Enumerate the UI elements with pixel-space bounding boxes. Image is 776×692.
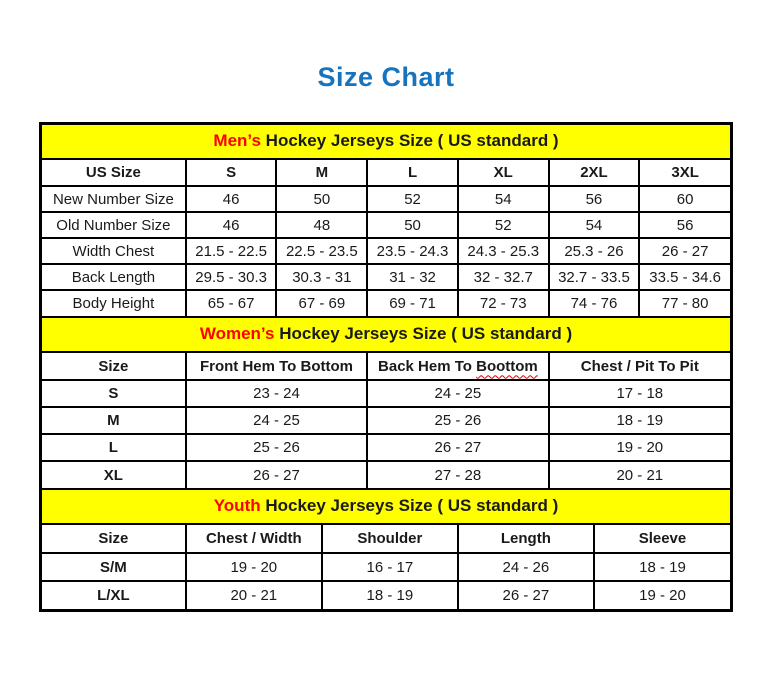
size-value: 29.5 - 30.3 bbox=[186, 264, 277, 290]
youth-header-row bbox=[42, 525, 730, 553]
size-value: 56 bbox=[549, 186, 640, 212]
column-header: L bbox=[367, 160, 458, 186]
size-value: 16 - 17 bbox=[322, 553, 458, 581]
table-row bbox=[42, 407, 730, 434]
column-header: Length bbox=[458, 525, 594, 553]
size-value: 32 - 32.7 bbox=[458, 264, 549, 290]
table-row bbox=[42, 212, 730, 238]
table-row bbox=[42, 290, 730, 316]
size-value: 50 bbox=[276, 186, 367, 212]
size-value: 32.7 - 33.5 bbox=[549, 264, 640, 290]
column-header: 3XL bbox=[639, 160, 730, 186]
column-header: US Size bbox=[42, 160, 186, 186]
size-value: 60 bbox=[639, 186, 730, 212]
size-value: 46 bbox=[186, 186, 277, 212]
size-value: 23.5 - 24.3 bbox=[367, 238, 458, 264]
column-header: S bbox=[186, 160, 277, 186]
size-value: 65 - 67 bbox=[186, 290, 277, 316]
size-value: 18 - 19 bbox=[594, 553, 730, 581]
size-value: 18 - 19 bbox=[549, 407, 730, 434]
size-value: 30.3 - 31 bbox=[276, 264, 367, 290]
size-value: 56 bbox=[639, 212, 730, 238]
size-value: 74 - 76 bbox=[549, 290, 640, 316]
size-value: 19 - 20 bbox=[594, 581, 730, 609]
row-label: New Number Size bbox=[42, 186, 186, 212]
table-row bbox=[42, 380, 730, 407]
column-header: Size bbox=[42, 525, 186, 553]
table-row bbox=[42, 186, 730, 212]
column-header: Chest / Pit To Pit bbox=[549, 353, 730, 380]
youth-section-header bbox=[42, 488, 730, 525]
table-row bbox=[42, 553, 730, 581]
womens-header-row bbox=[42, 353, 730, 380]
size-value: 54 bbox=[458, 186, 549, 212]
womens-section-highlight: Women’s bbox=[199, 324, 275, 343]
size-value: 22.5 - 23.5 bbox=[276, 238, 367, 264]
size-value: 67 - 69 bbox=[276, 290, 367, 316]
table-row bbox=[42, 461, 730, 488]
misspelled-word: Boottom bbox=[476, 357, 538, 375]
row-label: L bbox=[42, 434, 186, 461]
row-label: S bbox=[42, 380, 186, 407]
size-value: 26 - 27 bbox=[458, 581, 594, 609]
column-header: M bbox=[276, 160, 367, 186]
size-value: 52 bbox=[367, 186, 458, 212]
size-value: 25 - 26 bbox=[186, 434, 367, 461]
table-row bbox=[42, 264, 730, 290]
size-value: 20 - 21 bbox=[549, 461, 730, 488]
size-value: 31 - 32 bbox=[367, 264, 458, 290]
size-value: 19 - 20 bbox=[549, 434, 730, 461]
size-value: 50 bbox=[367, 212, 458, 238]
column-header: Chest / Width bbox=[186, 525, 322, 553]
mens-section-header bbox=[42, 125, 730, 160]
column-header: 2XL bbox=[549, 160, 640, 186]
row-label: Body Height bbox=[42, 290, 186, 316]
column-header bbox=[367, 353, 548, 380]
row-label: Old Number Size bbox=[42, 212, 186, 238]
mens-section-title-rest: Hockey Jerseys Size ( US standard ) bbox=[260, 131, 559, 150]
size-value: 33.5 - 34.6 bbox=[639, 264, 730, 290]
row-label: Back Length bbox=[42, 264, 186, 290]
womens-size-table bbox=[42, 353, 730, 488]
table-row bbox=[42, 434, 730, 461]
size-value: 24 - 25 bbox=[367, 380, 548, 407]
column-header: Sleeve bbox=[594, 525, 730, 553]
row-label: S/M bbox=[42, 553, 186, 581]
size-value: 48 bbox=[276, 212, 367, 238]
column-header: Size bbox=[42, 353, 186, 380]
size-value: 54 bbox=[549, 212, 640, 238]
row-label: XL bbox=[42, 461, 186, 488]
size-value: 69 - 71 bbox=[367, 290, 458, 316]
mens-header-row bbox=[42, 160, 730, 186]
mens-section-highlight: Men’s bbox=[213, 131, 261, 150]
size-value: 25.3 - 26 bbox=[549, 238, 640, 264]
size-value: 26 - 27 bbox=[186, 461, 367, 488]
row-label: Width Chest bbox=[42, 238, 186, 264]
size-value: 21.5 - 22.5 bbox=[186, 238, 277, 264]
size-value: 18 - 19 bbox=[322, 581, 458, 609]
column-header: Front Hem To Bottom bbox=[186, 353, 367, 380]
size-value: 25 - 26 bbox=[367, 407, 548, 434]
column-header-text: Back Hem To bbox=[378, 357, 477, 375]
size-value: 26 - 27 bbox=[639, 238, 730, 264]
size-value: 72 - 73 bbox=[458, 290, 549, 316]
size-value: 23 - 24 bbox=[186, 380, 367, 407]
youth-section-highlight: Youth bbox=[213, 496, 261, 515]
size-value: 24 - 25 bbox=[186, 407, 367, 434]
row-label: M bbox=[42, 407, 186, 434]
mens-size-table bbox=[42, 160, 730, 316]
page-title: Size Chart bbox=[317, 62, 455, 92]
youth-size-table bbox=[42, 525, 730, 609]
row-label: L/XL bbox=[42, 581, 186, 609]
size-value: 77 - 80 bbox=[639, 290, 730, 316]
column-header: XL bbox=[458, 160, 549, 186]
size-value: 19 - 20 bbox=[186, 553, 322, 581]
size-value: 26 - 27 bbox=[367, 434, 548, 461]
size-value: 20 - 21 bbox=[186, 581, 322, 609]
youth-section-title-rest: Hockey Jerseys Size ( US standard ) bbox=[260, 496, 559, 515]
size-value: 24.3 - 25.3 bbox=[458, 238, 549, 264]
table-row bbox=[42, 581, 730, 609]
column-header: Shoulder bbox=[322, 525, 458, 553]
size-chart-table bbox=[39, 122, 733, 612]
table-row bbox=[42, 238, 730, 264]
womens-section-header bbox=[42, 316, 730, 353]
womens-section-title-rest: Hockey Jerseys Size ( US standard ) bbox=[274, 324, 573, 343]
size-value: 27 - 28 bbox=[367, 461, 548, 488]
size-value: 24 - 26 bbox=[458, 553, 594, 581]
size-value: 52 bbox=[458, 212, 549, 238]
size-value: 46 bbox=[186, 212, 277, 238]
size-value: 17 - 18 bbox=[549, 380, 730, 407]
